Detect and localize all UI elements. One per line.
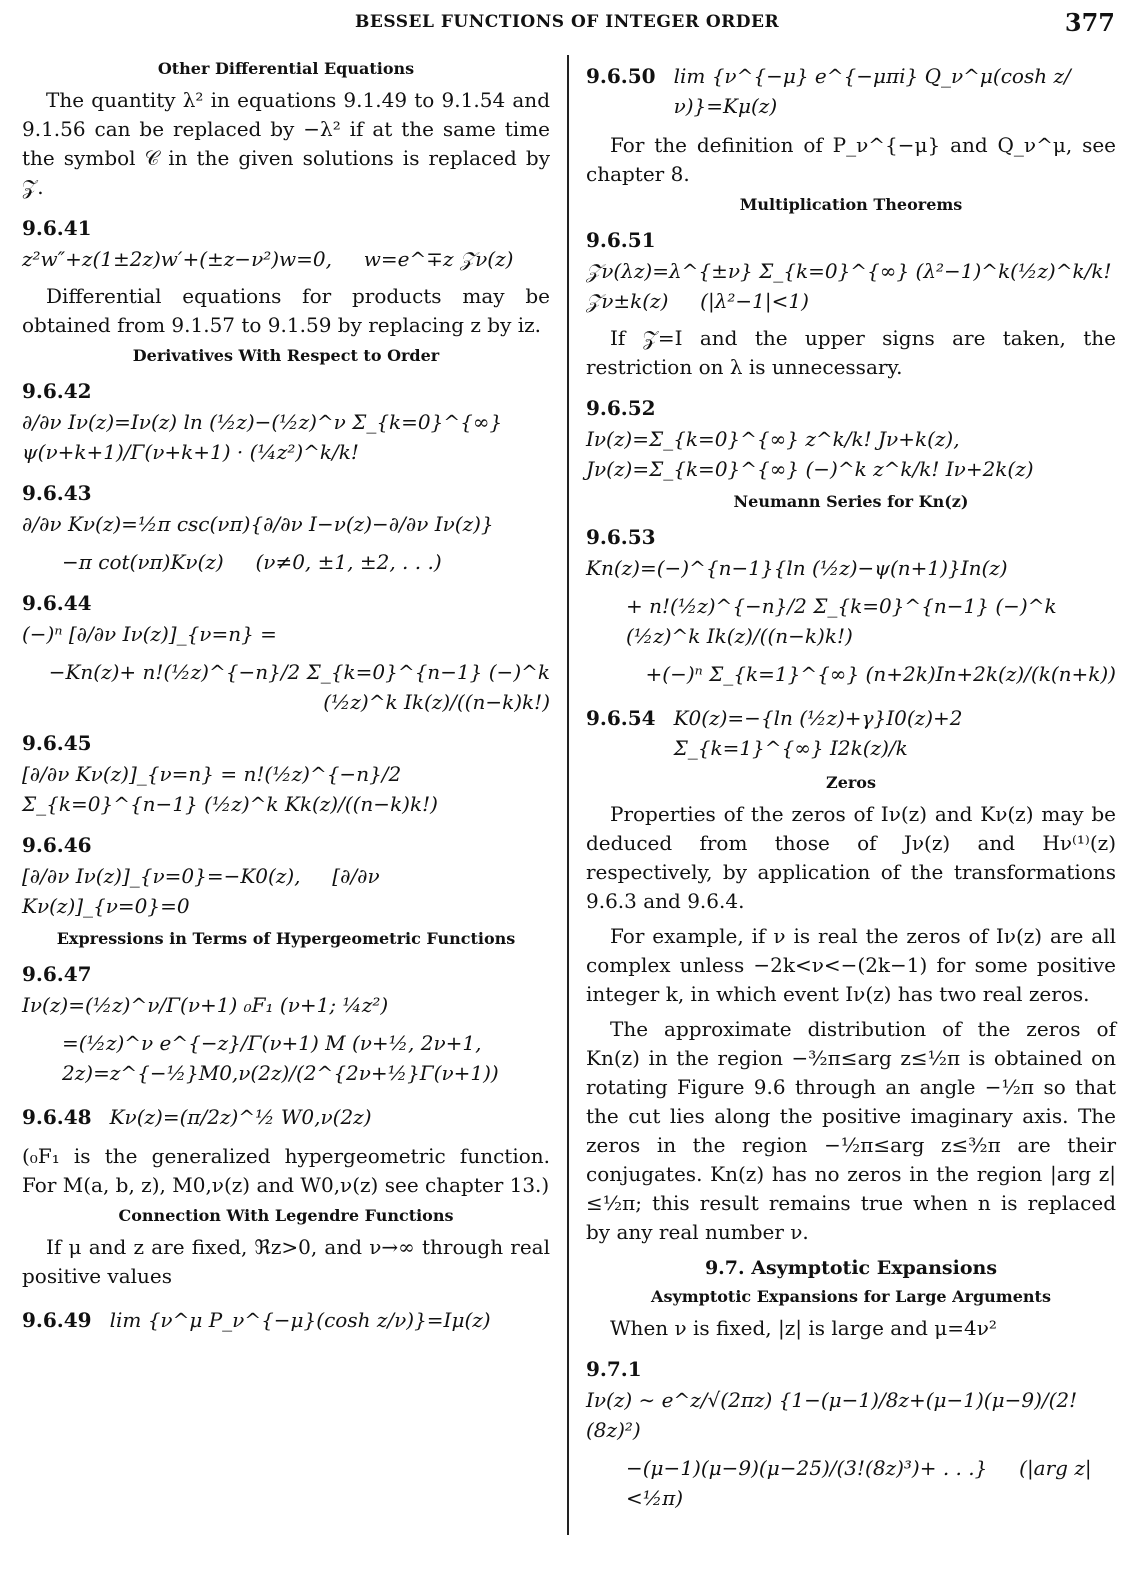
- equation: 𝒵ν(λz)=λ^{±ν} Σ_{k=0}^{∞} (λ²−1)^k(½z)^k/k! 𝒵ν±k(z) (|λ²−1|<1): [586, 259, 1118, 313]
- equation: ∂/∂ν Kν(z)=½π csc(νπ){∂/∂ν I−ν(z)−∂/∂ν Iν(z)}: [22, 512, 494, 536]
- section-heading: Other Differential Equations: [157, 59, 415, 78]
- equation-number: 9.6.51: [586, 228, 656, 252]
- equation-number: 9.6.48: [22, 1105, 92, 1129]
- equation: Iν(z)=Σ_{k=0}^{∞} z^k/k! Jν+k(z), Jν(z)=Σ_{k=0}^{∞} (−)^k z^k/k! Iν+2k(z): [586, 427, 1034, 481]
- equation: (−)ⁿ [∂/∂ν Iν(z)]_{ν=n} =: [22, 622, 277, 646]
- equation: + n!(½z)^{−n}/2 Σ_{k=0}^{n−1} (−)^k (½z)^k Ik(z)/((n−k)k!): [626, 594, 1063, 648]
- paragraph: If μ and z are fixed, ℜz>0, and ν→∞ through real positive values: [22, 1235, 550, 1288]
- equation: −π cot(νπ)Kν(z) (ν≠0, ±1, ±2, . . .): [62, 550, 442, 574]
- equation-number: 9.6.50: [586, 64, 656, 88]
- equation: Kn(z)=(−)^{n−1}{ln (½z)−ψ(n+1)}In(z): [586, 556, 1008, 580]
- equation-number: 9.6.47: [22, 962, 92, 986]
- equation: Iν(z)=(½z)^ν/Γ(ν+1) ₀F₁ (ν+1; ¼z²): [22, 993, 389, 1017]
- equation-number: 9.7.1: [586, 1357, 642, 1381]
- section-heading: Derivatives With Respect to Order: [132, 346, 440, 365]
- equation: ∂/∂ν Iν(z)=Iν(z) ln (½z)−(½z)^ν Σ_{k=0}^{∞} ψ(ν+k+1)/Γ(ν+k+1) · (¼z²)^k/k!: [22, 410, 509, 464]
- paragraph: Differential equations for products may be obtained from 9.1.57 to 9.1.59 by replacing z by iz.: [22, 284, 550, 337]
- equation: K0(z)=−{ln (½z)+γ}I0(z)+2 Σ_{k=1}^{∞} I2k(z)/k: [673, 706, 969, 760]
- equation-number: 9.6.45: [22, 731, 92, 755]
- column-divider: [567, 55, 569, 1535]
- equation-number: 9.6.42: [22, 379, 92, 403]
- equation: −(μ−1)(μ−9)(μ−25)/(3!(8z)³)+ . . .} (|arg z|<½π): [626, 1456, 1092, 1510]
- paragraph: Properties of the zeros of Iν(z) and Kν(z) may be deduced from those of Jν(z) and Hν⁽¹⁾(z) respectively, by application of the transformations 9.6.3 and 9.6.4.: [586, 802, 1116, 913]
- section-heading: Multiplication Theorems: [739, 195, 963, 214]
- section-heading: Asymptotic Expansions for Large Arguments: [651, 1287, 1051, 1306]
- section-heading: Connection With Legendre Functions: [118, 1206, 454, 1225]
- running-title: BESSEL FUNCTIONS OF INTEGER ORDER: [355, 12, 780, 32]
- paragraph: When ν is fixed, |z| is large and μ=4ν²: [610, 1316, 997, 1340]
- section-heading: Zeros: [826, 773, 876, 792]
- equation-number: 9.6.53: [586, 525, 656, 549]
- equation-number: 9.6.44: [22, 591, 92, 615]
- equation: lim {ν^{−μ} e^{−μπi} Q_ν^μ(cosh z/ν)}=Kμ(z): [673, 64, 1071, 118]
- equation: =(½z)^ν e^{−z}/Γ(ν+1) M (ν+½, 2ν+1, 2z)=z^{−½}M0,ν(2z)/(2^{2ν+½}Γ(ν+1)): [62, 1031, 499, 1085]
- chapter-section-title: 9.7. Asymptotic Expansions: [704, 1257, 998, 1279]
- equation: +(−)ⁿ Σ_{k=1}^{∞} (n+2k)In+2k(z)/(k(n+k)): [645, 662, 1116, 686]
- paragraph: The quantity λ² in equations 9.1.49 to 9.1.54 and 9.1.56 can be replaced by −λ² if at the same time the symbol 𝒞 in the given solutions is replaced by 𝒵.: [22, 88, 550, 199]
- equation: Kν(z)=(π/2z)^½ W0,ν(2z): [109, 1105, 372, 1129]
- equation-number: 9.6.46: [22, 833, 92, 857]
- section-heading: Expressions in Terms of Hypergeometric Functions: [56, 929, 516, 948]
- equation-number: 9.6.41: [22, 216, 92, 240]
- paragraph: If 𝒵=I and the upper signs are taken, the restriction on λ is unnecessary.: [586, 326, 1116, 379]
- page-header: [0, 8, 1137, 38]
- equation: z²w″+z(1±2z)w′+(±z−ν²)w=0, w=e^∓z 𝒵ν(z): [22, 247, 514, 271]
- equation-number: 9.6.54: [586, 706, 656, 730]
- equation-number: 9.6.49: [22, 1308, 92, 1332]
- right-column: [586, 55, 1116, 1521]
- left-column: [22, 55, 557, 1345]
- equation: −Kn(z)+ n!(½z)^{−n}/2 Σ_{k=0}^{n−1} (−)^k (½z)^k Ik(z)/((n−k)k!): [48, 660, 557, 714]
- equation: [∂/∂ν Kν(z)]_{ν=n} = n!(½z)^{−n}/2 Σ_{k=0}^{n−1} (½z)^k Kk(z)/((n−k)k!): [22, 762, 438, 816]
- equation: [∂/∂ν Iν(z)]_{ν=0}=−K0(z), [∂/∂ν Kν(z)]_{ν=0}=0: [22, 864, 387, 918]
- paragraph: For example, if ν is real the zeros of Iν(z) are all complex unless −2k<ν<−(2k−1) for some positive integer k, in which event Iν(z) has two real zeros.: [586, 924, 1116, 1006]
- equation: lim {ν^μ P_ν^{−μ}(cosh z/ν)}=Iμ(z): [109, 1308, 491, 1332]
- paragraph: (₀F₁ is the generalized hypergeometric function. For M(a, b, z), M0,ν(z) and W0,ν(z) see chapter 13.): [22, 1144, 550, 1197]
- equation: Iν(z) ∼ e^z/√(2πz) {1−(μ−1)/8z+(μ−1)(μ−9)/(2!(8z)²): [586, 1388, 1078, 1442]
- equation-number: 9.6.52: [586, 396, 656, 420]
- equation-number: 9.6.43: [22, 481, 92, 505]
- paragraph: The approximate distribution of the zeros of Kn(z) in the region −³⁄₂π≤arg z≤½π is obtained on rotating Figure 9.6 through an angle −½π so that the cut lies along the positive imaginary axis. The zeros in the region −½π≤arg z≤³⁄₂π are their conjugates. Kn(z) has no zeros in the region |arg z|≤½π; this result remains true when n is replaced by any real number ν.: [586, 1017, 1116, 1244]
- section-heading: Neumann Series for Kn(z): [733, 492, 969, 511]
- paragraph: For the definition of P_ν^{−μ} and Q_ν^μ, see chapter 8.: [586, 133, 1116, 186]
- page-number: 377: [1064, 8, 1115, 37]
